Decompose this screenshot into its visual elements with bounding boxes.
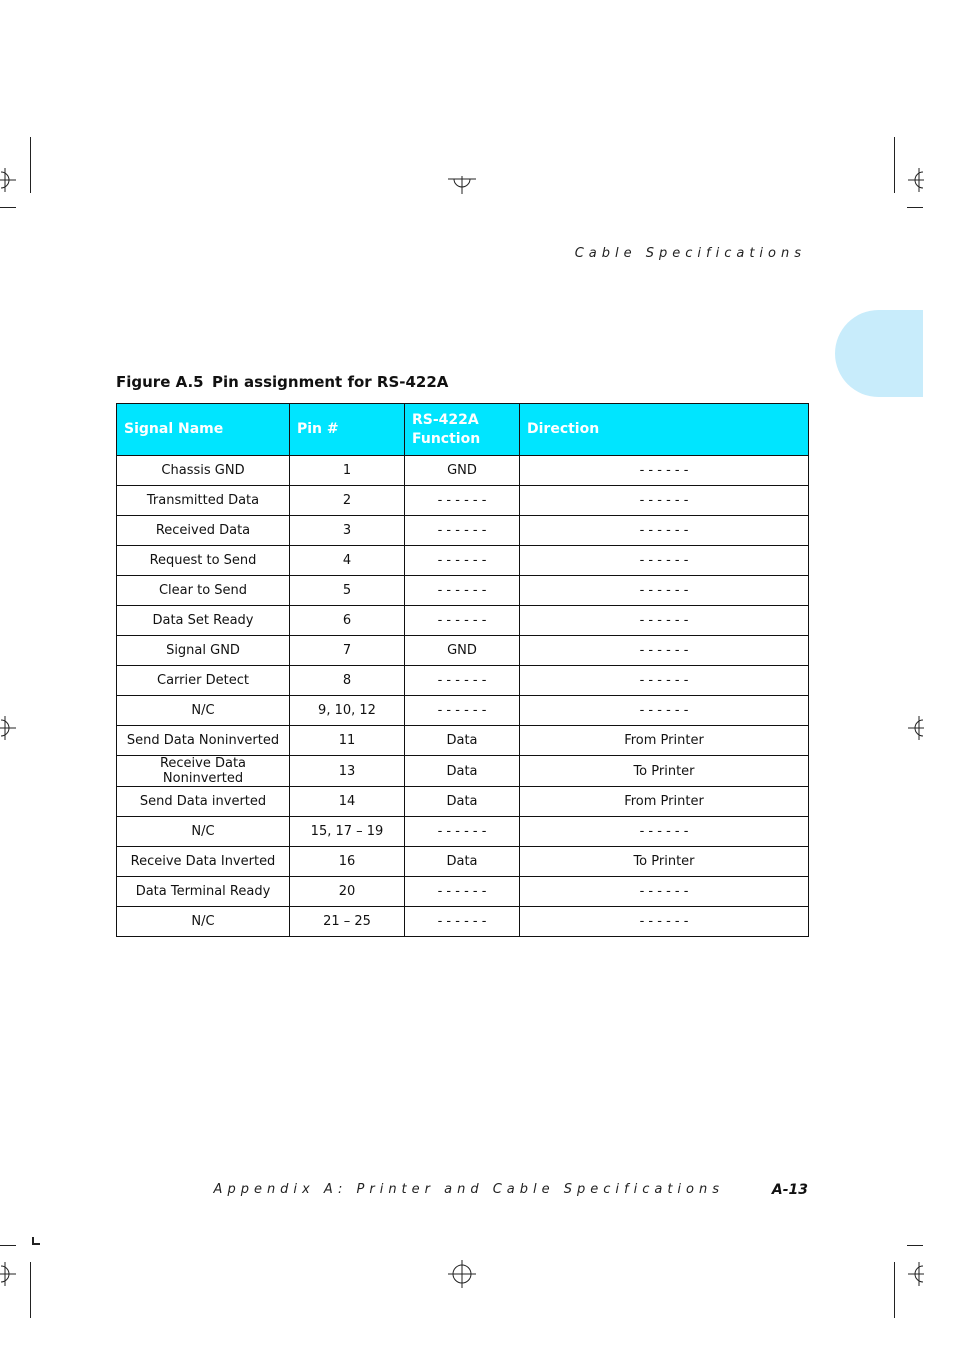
cell-direction: - - - - - - — [520, 907, 809, 937]
crop-mark — [894, 137, 895, 193]
registration-mark-icon — [904, 1262, 924, 1286]
cell-pin: 21 – 25 — [290, 907, 405, 937]
running-header: Cable Specifications — [574, 246, 806, 261]
cell-function: - - - - - - — [405, 696, 520, 726]
registration-mark-icon — [904, 716, 924, 740]
registration-mark-icon — [0, 1262, 20, 1286]
cell-function: GND — [405, 456, 520, 486]
crop-mark — [30, 137, 31, 193]
cell-function: GND — [405, 636, 520, 666]
cell-direction: - - - - - - — [520, 636, 809, 666]
cell-direction: - - - - - - — [520, 516, 809, 546]
table-row — [117, 726, 809, 756]
cell-pin: 4 — [290, 546, 405, 576]
crop-mark — [894, 1262, 895, 1318]
cell-pin: 15, 17 – 19 — [290, 817, 405, 847]
table-row — [117, 847, 809, 877]
cell-pin: 6 — [290, 606, 405, 636]
figure-caption — [116, 373, 448, 391]
cell-function: - - - - - - — [405, 576, 520, 606]
column-header-direction: Direction — [520, 404, 809, 456]
table-row — [117, 787, 809, 817]
cell-signal-name: Data Terminal Ready — [117, 877, 290, 907]
cell-pin: 1 — [290, 456, 405, 486]
cell-signal-name: Send Data inverted — [117, 787, 290, 817]
registration-mark-icon — [904, 168, 924, 192]
column-header-pin: Pin # — [290, 404, 405, 456]
cell-signal-name: Receive Data Noninverted — [117, 756, 290, 787]
table-row — [117, 877, 809, 907]
table-row — [117, 907, 809, 937]
table-header-row — [117, 404, 809, 456]
table-row — [117, 696, 809, 726]
cell-function: - - - - - - — [405, 546, 520, 576]
cell-function: Data — [405, 847, 520, 877]
table-row — [117, 817, 809, 847]
cell-direction: From Printer — [520, 787, 809, 817]
cell-direction: - - - - - - — [520, 817, 809, 847]
cell-function: - - - - - - — [405, 516, 520, 546]
cell-pin: 11 — [290, 726, 405, 756]
cell-function: - - - - - - — [405, 877, 520, 907]
table-row — [117, 546, 809, 576]
cell-signal-name: Signal GND — [117, 636, 290, 666]
cell-pin: 7 — [290, 636, 405, 666]
cell-signal-name: Send Data Noninverted — [117, 726, 290, 756]
cell-direction: To Printer — [520, 756, 809, 787]
chapter-tab — [835, 310, 923, 397]
crop-mark — [32, 1243, 40, 1245]
cell-direction: - - - - - - — [520, 606, 809, 636]
cell-signal-name: Data Set Ready — [117, 606, 290, 636]
cell-signal-name: Transmitted Data — [117, 486, 290, 516]
cell-pin: 14 — [290, 787, 405, 817]
cell-direction: - - - - - - — [520, 696, 809, 726]
cell-pin: 9, 10, 12 — [290, 696, 405, 726]
table-row — [117, 606, 809, 636]
cell-signal-name: Chassis GND — [117, 456, 290, 486]
cell-signal-name: Received Data — [117, 516, 290, 546]
crop-mark — [0, 1245, 16, 1246]
cell-signal-name: Receive Data Inverted — [117, 847, 290, 877]
cell-pin: 5 — [290, 576, 405, 606]
cell-pin: 3 — [290, 516, 405, 546]
cell-signal-name: N/C — [117, 907, 290, 937]
cell-pin: 2 — [290, 486, 405, 516]
registration-mark-icon — [448, 1260, 476, 1288]
table-row — [117, 666, 809, 696]
column-header-function: RS-422A Function — [405, 404, 520, 456]
registration-mark-icon — [0, 716, 20, 740]
figure-number: Figure A.5 — [116, 373, 204, 391]
page-number: A-13 — [771, 1182, 808, 1198]
cell-function: - - - - - - — [405, 486, 520, 516]
cell-signal-name: Request to Send — [117, 546, 290, 576]
cell-function: Data — [405, 756, 520, 787]
cell-function: - - - - - - — [405, 666, 520, 696]
cell-pin: 8 — [290, 666, 405, 696]
table-row — [117, 576, 809, 606]
cell-function: - - - - - - — [405, 606, 520, 636]
cell-direction: To Printer — [520, 847, 809, 877]
cell-signal-name: Carrier Detect — [117, 666, 290, 696]
cell-pin: 16 — [290, 847, 405, 877]
cell-direction: - - - - - - — [520, 486, 809, 516]
figure-title: Pin assignment for RS-422A — [212, 373, 449, 391]
cell-signal-name: N/C — [117, 817, 290, 847]
registration-mark-icon — [448, 176, 476, 196]
cell-signal-name: N/C — [117, 696, 290, 726]
cell-direction: - - - - - - — [520, 877, 809, 907]
cell-function: Data — [405, 726, 520, 756]
crop-mark — [30, 1262, 31, 1318]
footer-title: Appendix A: Printer and Cable Specifications — [213, 1182, 724, 1197]
cell-function: Data — [405, 787, 520, 817]
cell-direction: - - - - - - — [520, 546, 809, 576]
table-row — [117, 486, 809, 516]
crop-mark — [0, 207, 16, 208]
table-row — [117, 636, 809, 666]
cell-direction: - - - - - - — [520, 666, 809, 696]
cell-direction: From Printer — [520, 726, 809, 756]
table-row — [117, 756, 809, 787]
cell-pin: 20 — [290, 877, 405, 907]
cell-direction: - - - - - - — [520, 576, 809, 606]
pin-assignment-table — [116, 403, 809, 937]
cell-function: - - - - - - — [405, 817, 520, 847]
crop-mark — [907, 1245, 923, 1246]
registration-mark-icon — [0, 168, 20, 192]
cell-pin: 13 — [290, 756, 405, 787]
cell-direction: - - - - - - — [520, 456, 809, 486]
column-header-signal-name: Signal Name — [117, 404, 290, 456]
table-row — [117, 516, 809, 546]
cell-function: - - - - - - — [405, 907, 520, 937]
crop-mark — [907, 207, 923, 208]
cell-signal-name: Clear to Send — [117, 576, 290, 606]
table-row — [117, 456, 809, 486]
